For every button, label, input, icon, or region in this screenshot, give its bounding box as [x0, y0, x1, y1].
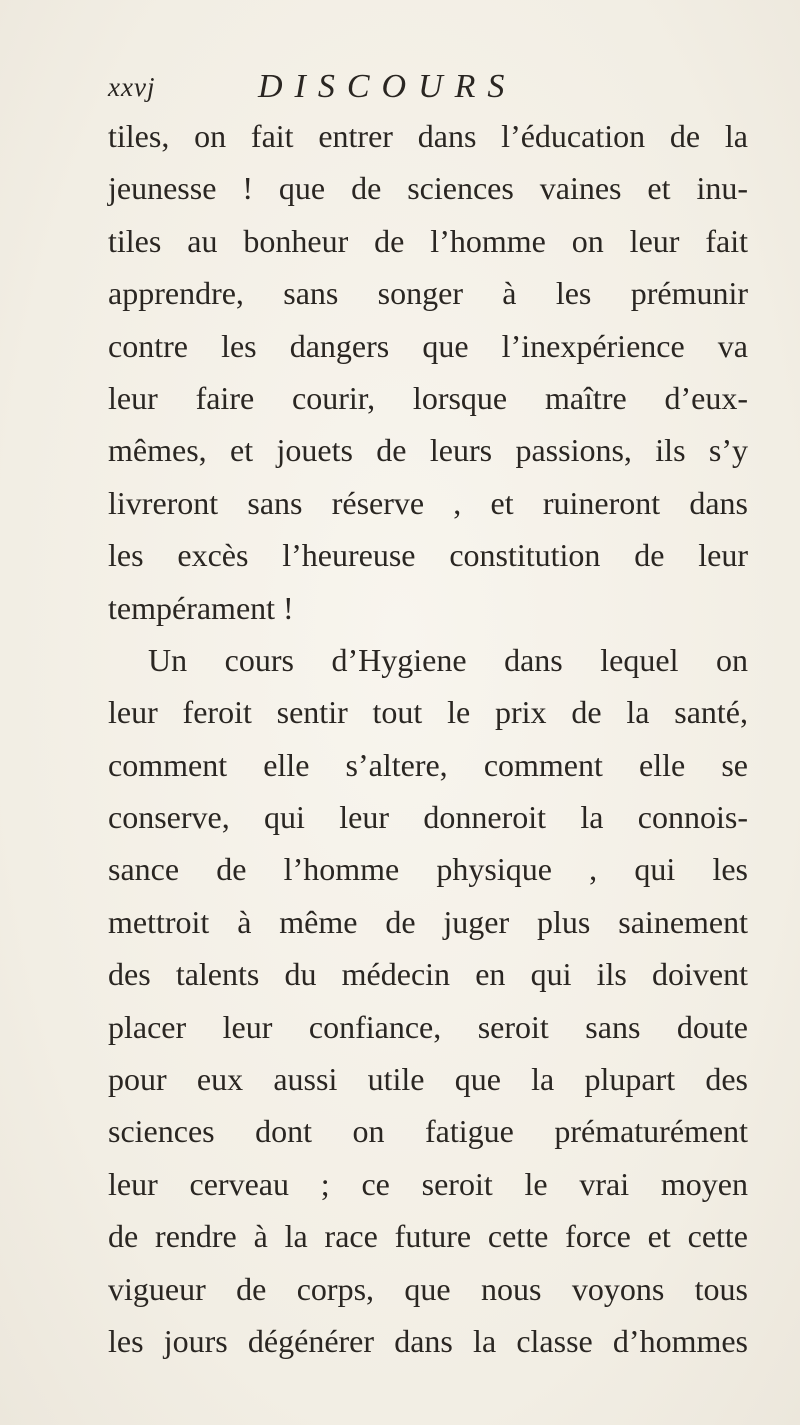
text-line: tempérament ! — [108, 589, 294, 626]
page-number: xxvj — [108, 72, 156, 102]
text-line: des talents du médecin en qui ils doivent — [108, 956, 748, 993]
text-line: comment elle s’altere, comment elle se — [108, 746, 748, 783]
text-line: pour eux aussi utile que la plupart des — [108, 1061, 748, 1098]
body-text — [108, 110, 748, 1367]
text-line: conserve, qui leur donneroit la connois- — [108, 799, 748, 836]
text-line: sciences dont on fatigue prématurément — [108, 1113, 748, 1150]
text-line: les excès l’heureuse constitution de leur — [108, 537, 748, 574]
text-line: tiles au bonheur de l’homme on leur fait — [108, 222, 748, 259]
text-line: leur feroit sentir tout le prix de la santé, — [108, 694, 748, 731]
text-line: leur faire courir, lorsque maître d’eux- — [108, 379, 748, 416]
text-line: livreront sans réserve , et ruineront dans — [108, 484, 748, 521]
text-line: contre les dangers que l’inexpérience va — [108, 327, 748, 364]
text-line: mettroit à même de juger plus sainement — [108, 903, 748, 940]
text-line: Un cours d’Hygiene dans lequel on — [148, 641, 748, 678]
text-line: apprendre, sans songer à les prémunir — [108, 275, 748, 312]
text-line: jeunesse ! que de sciences vaines et inu- — [108, 170, 748, 207]
text-line: vigueur de corps, que nous voyons tous — [108, 1270, 748, 1307]
text-line: de rendre à la race future cette force et cette — [108, 1218, 748, 1255]
running-head — [108, 68, 708, 108]
running-title: DISCOURS — [258, 68, 517, 105]
text-line: sance de l’homme physique , qui les — [108, 851, 748, 888]
text-line: les jours dégénérer dans la classe d’hommes — [108, 1322, 748, 1359]
text-line: tiles, on fait entrer dans l’éducation de la — [108, 118, 748, 154]
text-line: mêmes, et jouets de leurs passions, ils s’y — [108, 432, 748, 469]
text-line: leur cerveau ; ce seroit le vrai moyen — [108, 1165, 748, 1202]
text-line: placer leur confiance, seroit sans doute — [108, 1008, 748, 1045]
